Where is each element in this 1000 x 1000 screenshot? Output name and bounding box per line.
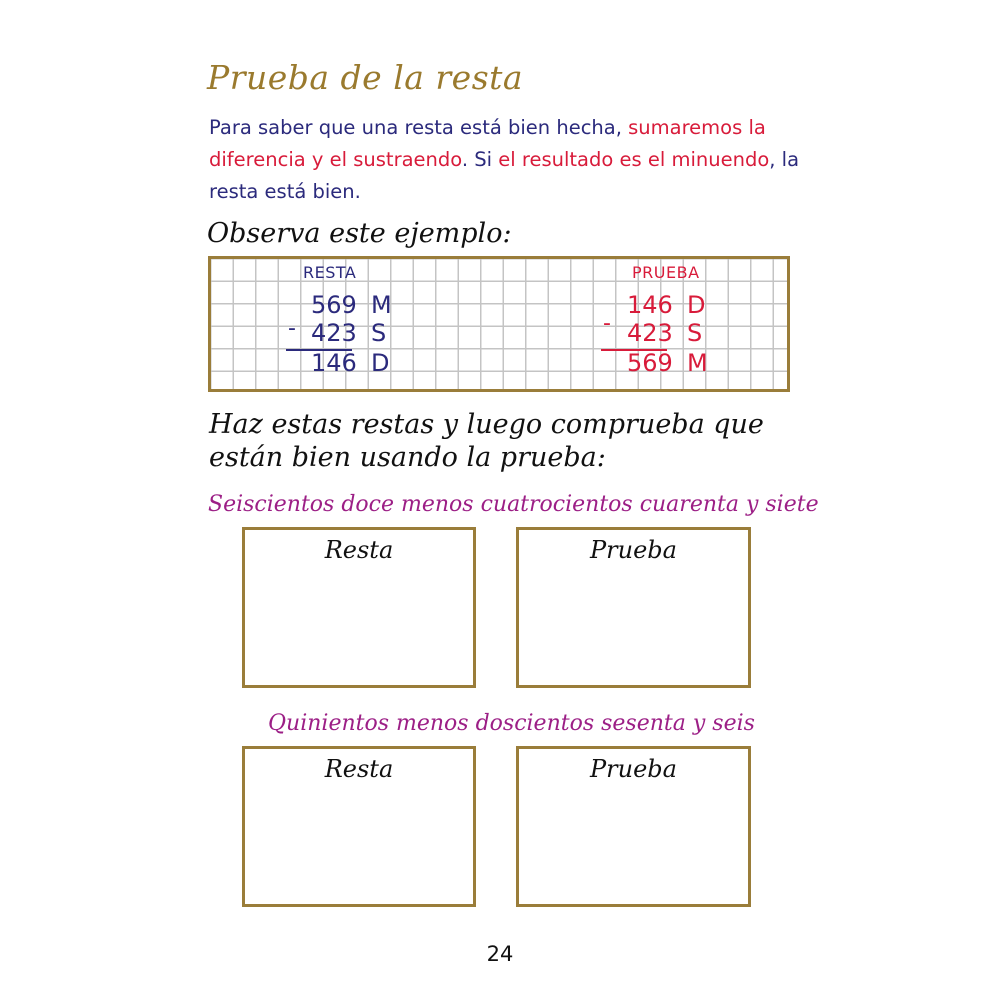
resta-minuend-tag: M [371, 291, 392, 319]
resta-subtrahend: 423 [311, 319, 357, 347]
example-grid [208, 256, 790, 392]
prueba-minuend-tag: M [687, 349, 708, 377]
intro-segment: Para saber que una resta está bien hecha, [209, 116, 629, 139]
intro-segment: . Si [461, 148, 499, 171]
exercise-2-resta-box[interactable] [242, 746, 476, 907]
exercise-2-prueba-label: Prueba [590, 755, 677, 783]
exercise-1-prueba-label: Prueba [590, 536, 677, 564]
resta-minuend: 569 [311, 291, 357, 319]
resta-label: RESTA [303, 263, 357, 282]
prueba-subtrahend-tag: S [687, 319, 703, 347]
resta-subtrahend-tag: S [371, 319, 387, 347]
intro-segment-highlight: el resultado es el minuendo [498, 148, 770, 171]
exercise-1-resta-box[interactable] [242, 527, 476, 688]
intro-segment-highlight: sumaremos la diferencia y el sustraendo [209, 116, 766, 171]
instructions: Haz estas restas y luego comprueba que están bien usando la prueba: [209, 409, 764, 473]
exercise-2-prueba-box[interactable] [516, 746, 751, 907]
resta-difference-tag: D [371, 349, 390, 377]
exercise-1-problem: Seiscientos doce menos cuatrocientos cuarenta y siete [208, 492, 819, 517]
intro-segment: , la resta está bien. [209, 148, 800, 203]
exercise-2-resta-label: Resta [324, 755, 394, 783]
exercise-2-problem: Quinientos menos doscientos sesenta y seis [268, 711, 755, 736]
prueba-operator: - [603, 311, 611, 336]
prueba-subtrahend: 423 [627, 319, 673, 347]
exercise-1-prueba-box[interactable] [516, 527, 751, 688]
page-number: 24 [486, 942, 514, 966]
prueba-label: PRUEBA [632, 263, 700, 282]
intro-paragraph [209, 112, 809, 208]
exercise-1-resta-label: Resta [324, 536, 394, 564]
resta-difference: 146 [311, 349, 357, 377]
page-title: Prueba de la resta [207, 58, 524, 97]
prueba-difference-tag: D [687, 291, 706, 319]
example-heading: Observa este ejemplo: [207, 218, 512, 249]
resta-operator: - [288, 316, 296, 341]
prueba-minuend: 569 [627, 349, 673, 377]
prueba-difference: 146 [627, 291, 673, 319]
